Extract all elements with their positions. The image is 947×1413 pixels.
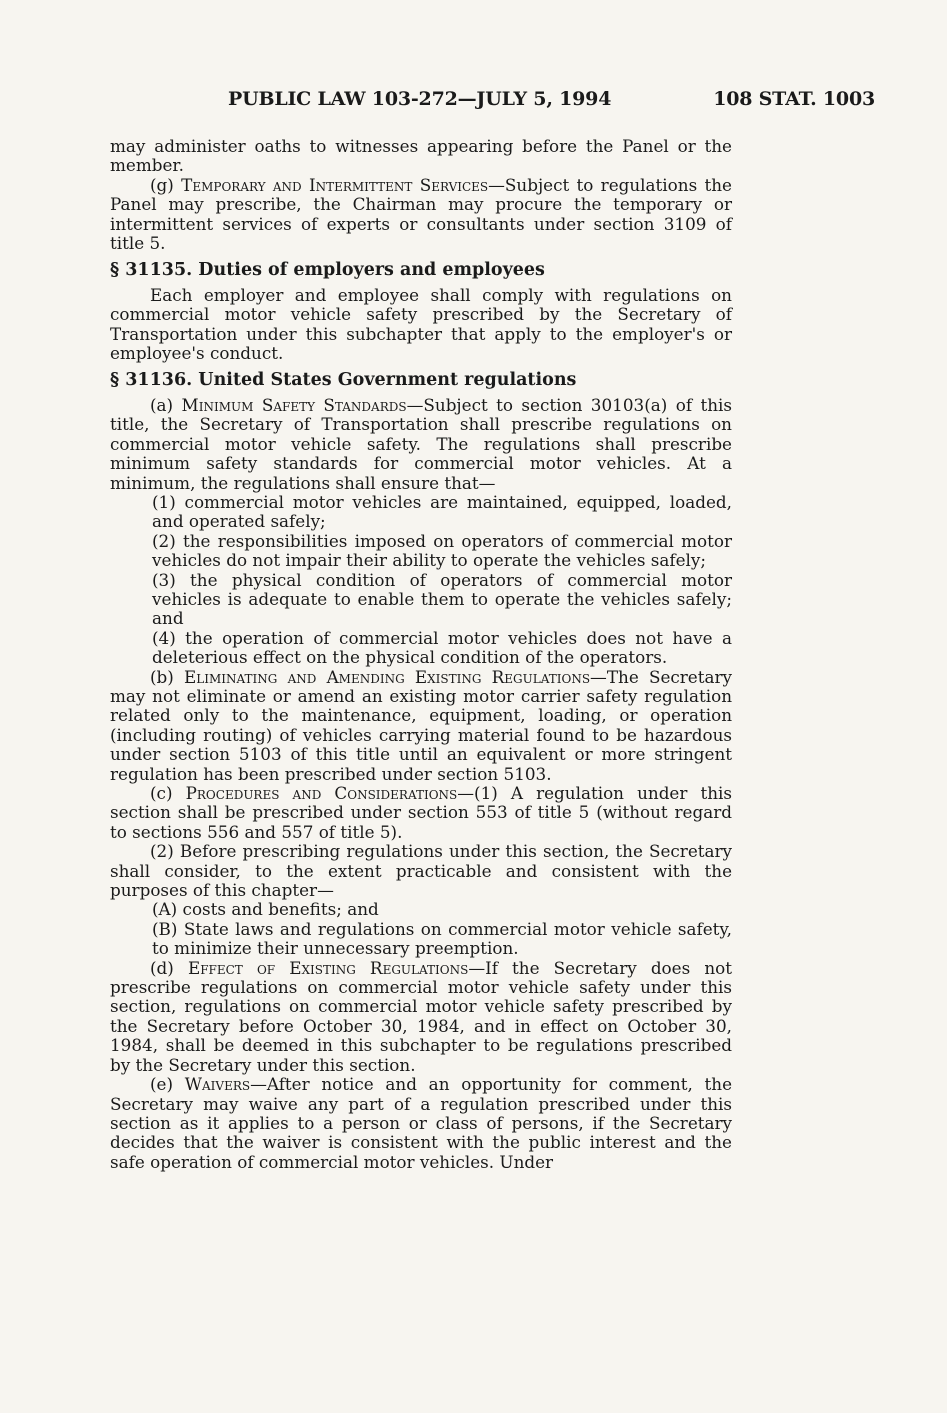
paragraph-c2: (2) Before prescribing regulations under this section, the Secretary shall consider, to the extent practicable and consistent with the purposes of this chapter— (110, 841, 732, 901)
subsection-a-label: (a) (150, 394, 174, 415)
subsection-d-heading: Effect of Existing Regulations (187, 957, 469, 978)
subparagraph-cA: (A) costs and benefits; and (152, 899, 379, 920)
subsection-c-label: (c) (150, 783, 173, 803)
subsection-e-text: —After notice and an opportunity for comment, the Secretary may waive any part of a regulation prescribed under this section as it applies to a person or class of persons, if the Secretary decides that the waiver is consistent with the public interest and the safe operation of commercial motor vehicles. Under (110, 1074, 733, 1172)
page-body (110, 137, 732, 1172)
subsection-b (110, 668, 732, 784)
subsection-c-heading: Procedures and Considerations (185, 783, 458, 803)
section-31136-heading: § 31136. United States Government regulations (110, 370, 577, 391)
statute-page-number: 108 STAT. 1003 (713, 88, 875, 110)
paragraph-a4: (4) the operation of commercial motor vehicles does not have a deleterious effect on the physical condition of the operators. (152, 627, 732, 668)
subsection-c (110, 784, 732, 842)
section-31135-heading: § 31135. Duties of employers and employees (110, 260, 545, 281)
page-header (110, 88, 875, 114)
subsection-a-heading: Minimum Safety Standards (181, 394, 407, 415)
subsection-b-heading: Eliminating and Amending Existing Regulations (184, 666, 591, 687)
subsection-e (110, 1075, 732, 1172)
subsection-d-label: (d) (150, 957, 174, 978)
paragraph-a2: (2) the responsibilities imposed on operators of commercial motor vehicles do not impair their ability to operate the vehicles safely; (152, 530, 732, 571)
subsection-a (110, 396, 732, 493)
running-title: PUBLIC LAW 103-272—JULY 5, 1994 (228, 88, 612, 110)
subsection-g-heading: Temporary and Intermittent Services (181, 174, 489, 195)
subsection-d (110, 959, 732, 1075)
subsection-c-text: —(1) A regulation under this section shall be prescribed under section 553 of title 5 (without regard to sections 556 and 557 of title 5). (110, 783, 732, 842)
subparagraph-cB: (B) State laws and regulations on commercial motor vehicle safety, to minimize their unnecessary preemption. (152, 918, 732, 959)
subsection-e-label: (e) (150, 1074, 174, 1095)
subsection-b-text: —The Secretary may not eliminate or amend an existing motor carrier safety regulation related only to the maintenance, equipment, loading, or operation (including routing) of vehicles carrying material found to be hazardous under section 5103 of this title until an equivalent or more stringent regulation has been prescribed under section 5103. (110, 666, 732, 784)
subsection-g-text: —Subject to regulations the Panel may prescribe, the Chairman may procure the temporary or intermittent services of experts or consultants under section 3109 of title 5. (110, 174, 732, 254)
continued-paragraph: may administer oaths to witnesses appearing before the Panel or the member. (110, 136, 732, 176)
subsection-d-text: —If the Secretary does not prescribe regulations on commercial motor vehicle safety under this section, regulations on commercial motor vehicle safety prescribed by the Secretary before October 30, 1984, and in effect on October 30, 1984, shall be deemed in this subchapter to be regulations prescribed by the Secretary under this section. (110, 957, 732, 1075)
subsection-a-text: —Subject to section 30103(a) of this title, the Secretary of Transportation shall prescribe regulations on commercial motor vehicle safety. The regulations shall prescribe minimum safety standards for commercial motor vehicles. At a minimum, the regulations shall ensure that— (110, 394, 732, 493)
subsection-g-label: (g) (150, 174, 174, 195)
subsection-g (110, 176, 732, 254)
paragraph-a1: (1) commercial motor vehicles are maintained, equipped, loaded, and operated safely; (152, 491, 732, 532)
subsection-e-heading: Waivers (184, 1074, 251, 1095)
section-31135-text: Each employer and employee shall comply with regulations on commercial motor vehicle safety prescribed by the Secretary of Transportation under this subchapter that apply to the employer's or employee's conduct. (110, 284, 732, 364)
paragraph-a3: (3) the physical condition of operators of commercial motor vehicles is adequate to enable them to operate the vehicles safely; and (152, 569, 732, 629)
subsection-b-label: (b) (150, 666, 174, 687)
